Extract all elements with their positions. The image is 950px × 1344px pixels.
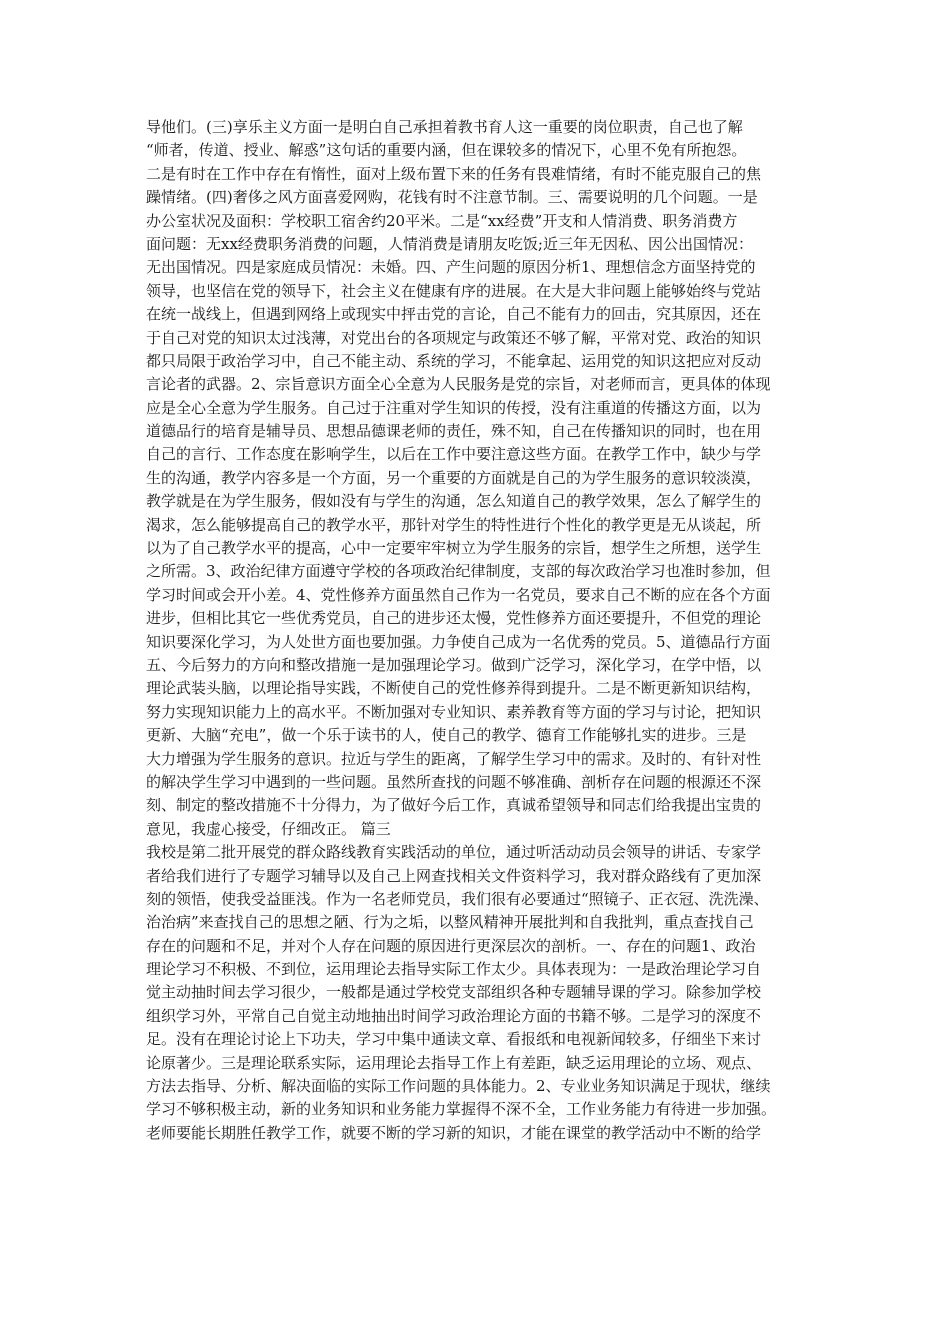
- text-line: 之所需。3、政治纪律方面遵守学校的各项政治纪律制度，支部的每次政治学习也准时参加，但: [146, 562, 771, 581]
- text-line: “师者，传道、授业、解惑”这句话的重要内涵，但在课较多的情况下，心里不免有所抱怨。: [146, 141, 747, 160]
- text-line: 生的沟通，教学内容多是一个方面，另一个重要的方面就是自己的为学生服务的意识较淡漠，: [146, 468, 762, 487]
- text-line: 大力增强为学生服务的意识。拉近与学生的距离，了解学生学习中的需求。及时的、有针对性: [146, 749, 762, 768]
- text-line: 道德品行的培育是辅导员、思想品德课老师的责任，殊不知，自己在传播知识的同时，也在用: [146, 422, 762, 441]
- text-line: 刻、制定的整改措施不十分得力，为了做好今后工作，真诚希望领导和同志们给我提出宝贵的: [146, 796, 762, 815]
- text-line: 意见，我虚心接受，仔细改正。 篇三: [146, 819, 391, 838]
- text-line: 学习时间或会开小差。4、党性修养方面虽然自己作为一名党员，要求自己不断的应在各个方面: [146, 585, 771, 604]
- text-line: 都只局限于政治学习中，自己不能主动、系统的学习，不能拿起、运用党的知识这把应对反动: [146, 351, 762, 370]
- text-line: 存在的问题和不足，并对个人存在问题的原因进行更深层次的剖析。一、存在的问题1、政治: [146, 936, 756, 955]
- text-line: 进步，但相比其它一些优秀党员，自己的进步还太慢，党性修养方面还要提升，不但党的理论: [146, 609, 762, 628]
- text-line: 教学就是在为学生服务，假如没有与学生的沟通，怎么知道自己的教学效果，怎么了解学生的: [146, 492, 762, 511]
- text-line: 刻的领悟，使我受益匪浅。作为一名老师党员，我们很有必要通过“照镜子、正衣冠、洗洗澡、: [146, 889, 769, 908]
- text-line: 自己的言行、工作态度在影响学生，以后在工作中要注意这些方面。在教学工作中，缺少与学: [146, 445, 762, 464]
- text-line: 二是有时在工作中存在有惰性，面对上级布置下来的任务有畏难情绪，有时不能克服自己的焦: [146, 164, 762, 183]
- text-line: 导他们。(三)享乐主义方面一是明白自己承担着教书育人这一重要的岗位职责，自己也了解: [146, 118, 743, 136]
- text-line: 渴求，怎么能够提高自己的教学水平，那针对学生的特性进行个性化的教学更是无从谈起，所: [146, 515, 762, 534]
- text-line: 者给我们进行了专题学习辅导以及自己上网查找相关文件资料学习，我对群众路线有了更加深: [146, 866, 762, 885]
- text-line: 在统一战线上，但遇到网络上或现实中抨击党的言论，自己不能有力的回击，究其原因，还在: [146, 305, 762, 324]
- text-line: 我校是第二批开展党的群众路线教育实践活动的单位，通过听活动动员会领导的讲话、专家学: [146, 843, 762, 862]
- text-line: 五、今后努力的方向和整改措施一是加强理论学习。做到广泛学习，深化学习，在学中悟，以: [146, 655, 762, 674]
- text-line: 办公室状况及面积：学校职工宿舍约20平米。二是“xx经费”开支和人情消费、职务消费方: [146, 211, 738, 230]
- text-line: 以为了自己教学水平的提高，心中一定要牢牢树立为学生服务的宗旨，想学生之所想，送学生: [146, 539, 762, 558]
- text-line: 老师要能长期胜任教学工作，就要不断的学习新的知识，才能在课堂的教学活动中不断的给学: [146, 1123, 762, 1142]
- text-line: 方法去指导、分析、解决面临的实际工作问题的具体能力。2、专业业务知识满足于现状，继续: [146, 1077, 771, 1096]
- text-line: 面问题：无xx经费职务消费的问题，人情消费是请朋友吃饭;近三年无因私、因公出国情况：: [146, 234, 753, 253]
- text-line: 论原著少。三是理论联系实际，运用理论去指导工作上有差距，缺乏运用理论的立场、观点、: [146, 1053, 762, 1072]
- text-line: 无出国情况。四是家庭成员情况：未婚。四、产生问题的原因分析1、理想信念方面坚持党的: [146, 258, 756, 277]
- text-line: 言论者的武器。2、宗旨意识方面全心全意为人民服务是党的宗旨，对老师而言，更具体的体现: [146, 375, 771, 394]
- text-line: 治治病”来查找自己的思想之陋、行为之垢，以整风精神开展批判和自我批判，重点查找自己: [146, 913, 754, 932]
- text-line: 躁情绪。(四)奢侈之风方面喜爱网购，花钱有时不注意节制。三、需要说明的几个问题。一是: [146, 188, 758, 207]
- text-line: 于自己对党的知识太过浅薄，对党出台的各项规定与政策还不够了解，平常对党、政治的知识: [146, 328, 762, 347]
- text-line: 领导，也坚信在党的领导下，社会主义在健康有序的进展。在大是大非问题上能够始终与党站: [146, 281, 762, 300]
- text-line: 足。没有在理论讨论上下功夫，学习中集中通读文章、看报纸和电视新闻较多，仔细坐下来讨: [146, 1030, 762, 1049]
- text-line: 学习不够积极主动，新的业务知识和业务能力掌握得不深不全，工作业务能力有待进一步加强。: [146, 1100, 777, 1119]
- text-line: 努力实现知识能力上的高水平。不断加强对专业知识、素养教育等方面的学习与讨论，把知识: [146, 702, 762, 721]
- text-line: 的解决学生学习中遇到的一些问题。虽然所查找的问题不够准确、剖析存在问题的根源还不深: [146, 772, 762, 791]
- text-line: 更新、大脑“充电”，做一个乐于读书的人，使自己的教学、德育工作能够扎实的进步。三是: [146, 726, 747, 745]
- text-line: 应是全心全意为学生服务。自己过于注重对学生知识的传授，没有注重道的传播这方面，以为: [146, 398, 762, 417]
- text-line: 理论武装头脑，以理论指导实践，不断使自己的党性修养得到提升。二是不断更新知识结构，: [146, 679, 762, 698]
- text-line: 觉主动抽时间去学习很少，一般都是通过学校党支部组织各种专题辅导课的学习。除参加学校: [146, 983, 762, 1002]
- text-line: 组织学习外，平常自己自觉主动地抽出时间学习政治理论方面的书籍不够。二是学习的深度不: [146, 1006, 762, 1025]
- text-line: 理论学习不积极、不到位，运用理论去指导实际工作太少。具体表现为：一是政治理论学习自: [146, 960, 762, 979]
- document-body-text: [146, 116, 806, 1145]
- text-line: 知识要深化学习，为人处世方面也要加强。力争使自己成为一名优秀的党员。5、道德品行方面: [146, 632, 771, 651]
